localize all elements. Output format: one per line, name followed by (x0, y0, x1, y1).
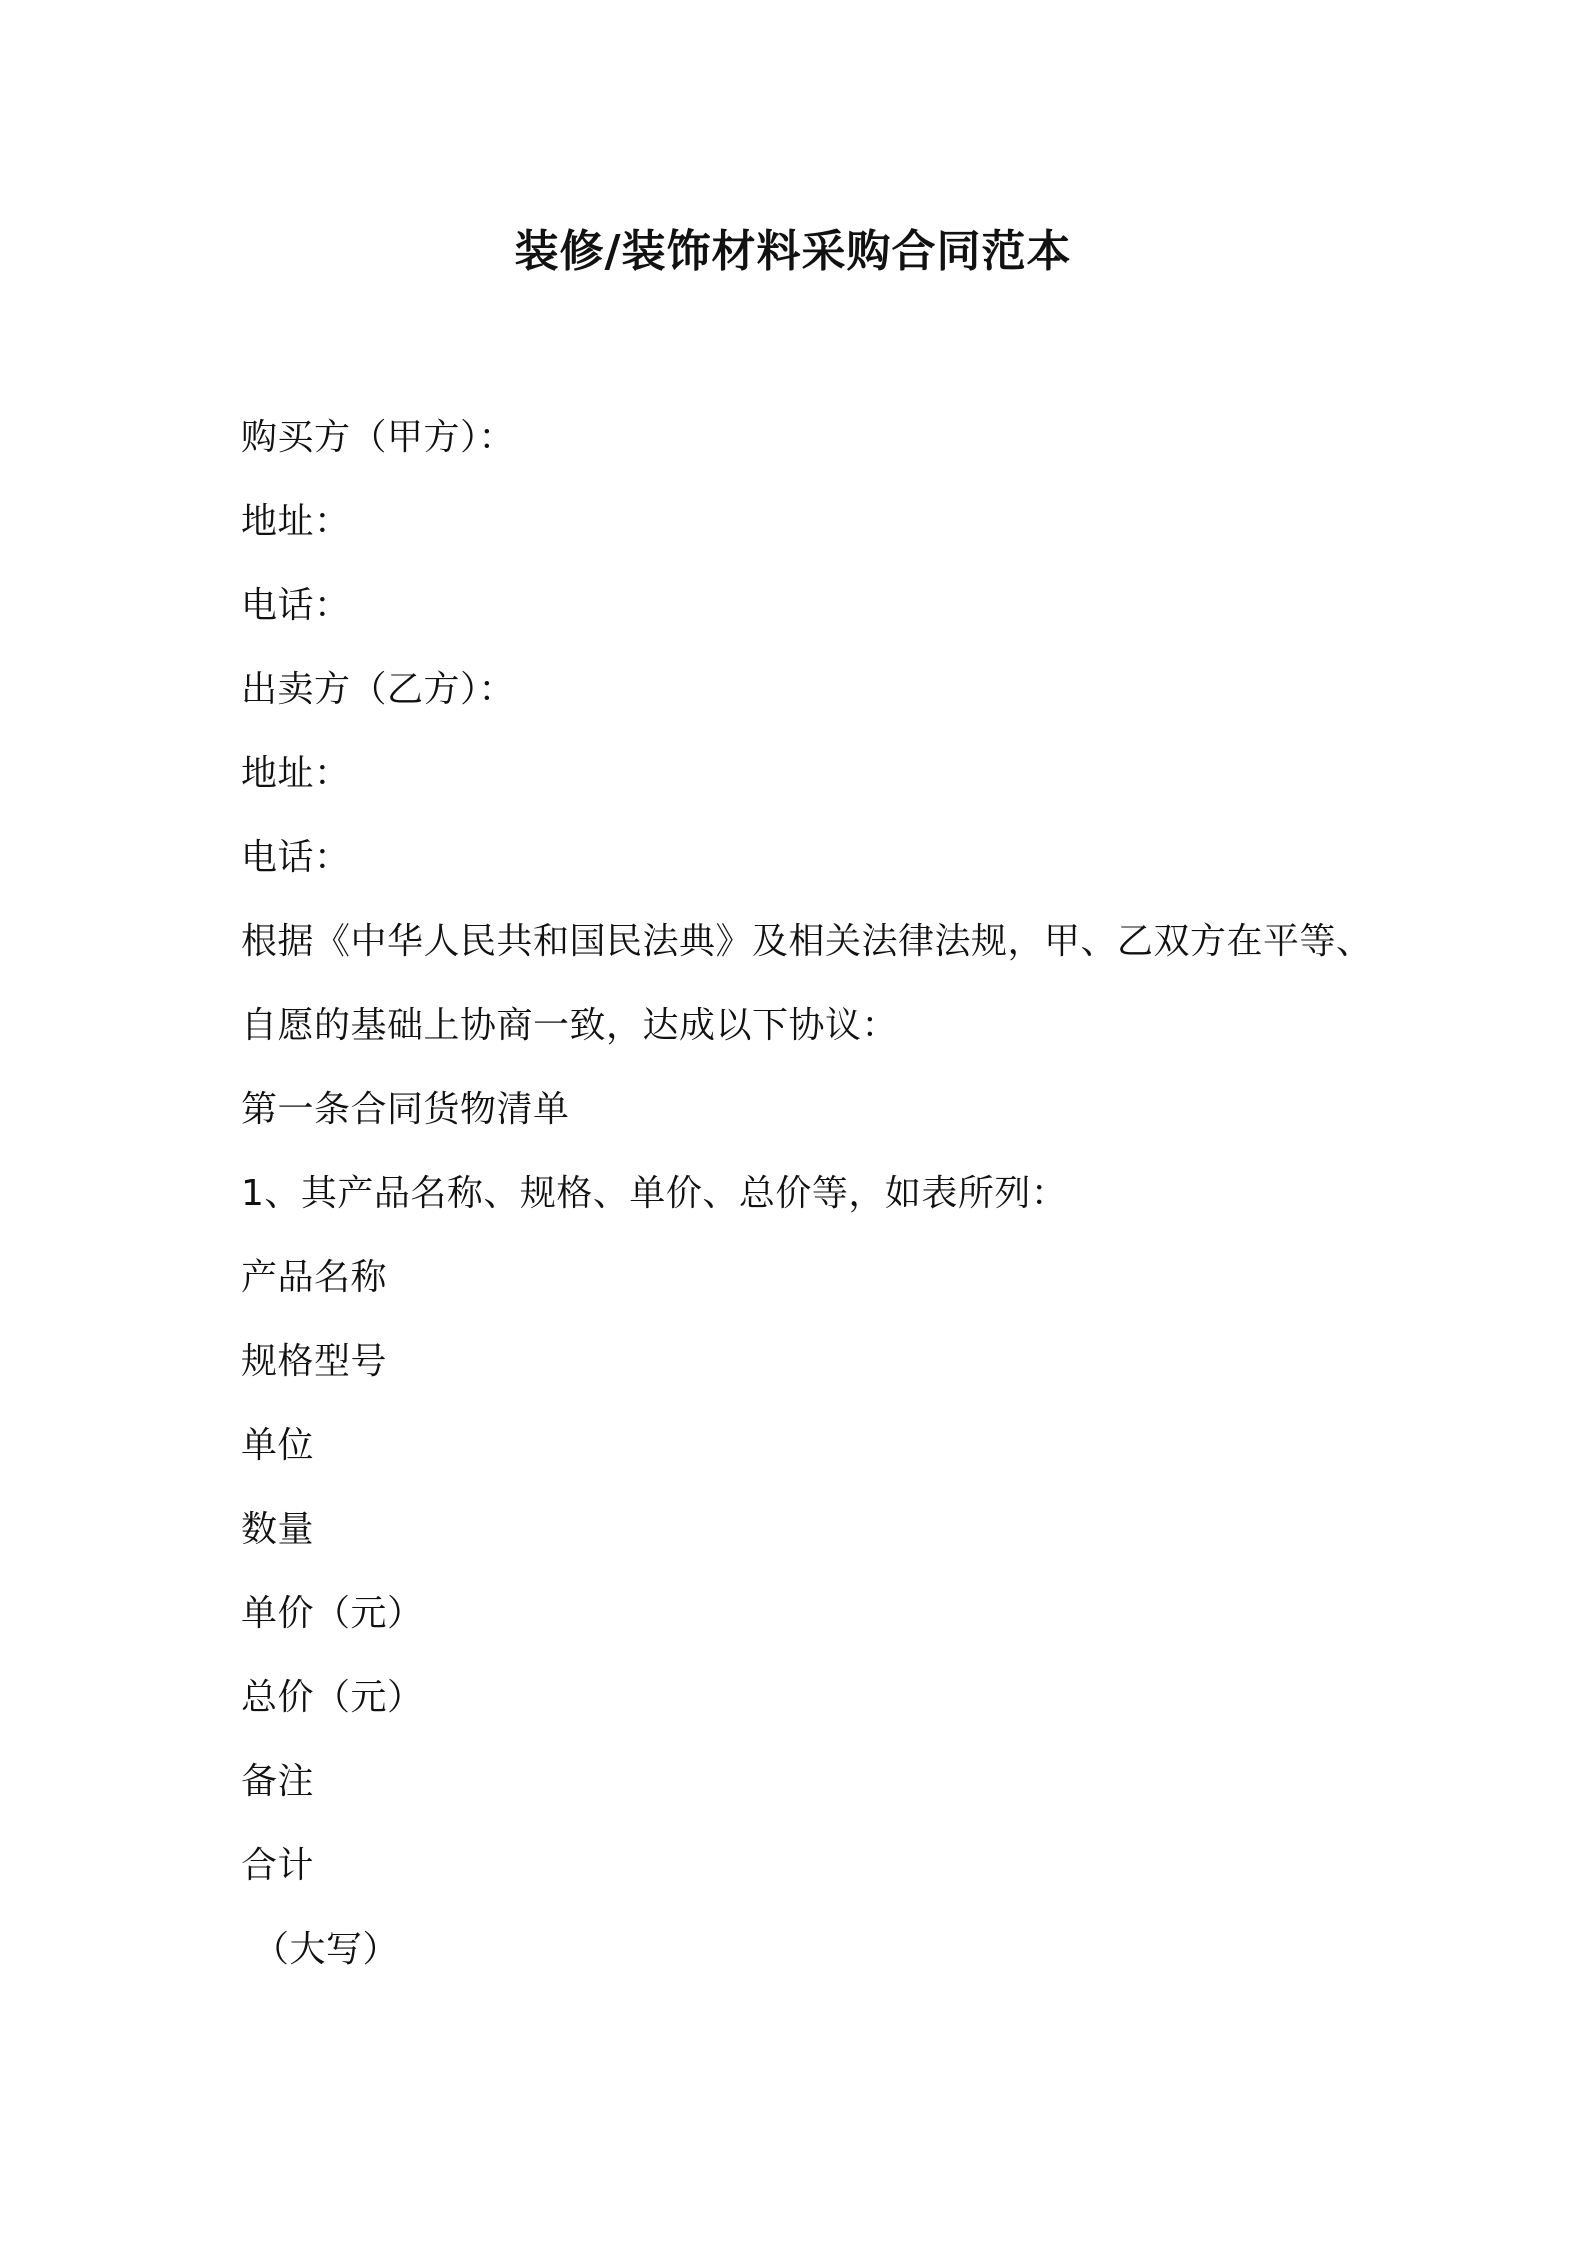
field-product-name: 产品名称 (241, 1257, 388, 1298)
field-sum-in-words: （大写） (253, 1929, 400, 1970)
document-body (241, 408, 1373, 2004)
buyer-party-line: 购买方（甲方）： (241, 417, 516, 458)
buyer-address-line: 地址： (241, 501, 351, 542)
seller-party-line: 出卖方（乙方）： (241, 669, 516, 710)
field-unit: 单位 (241, 1425, 315, 1466)
seller-phone-line: 电话： (241, 837, 351, 878)
field-sum: 合计 (241, 1845, 315, 1886)
document-title: 装修/装饰材料采购合同范本 (514, 226, 1072, 277)
field-spec-model: 规格型号 (241, 1341, 388, 1382)
article-1-item-1: 1、其产品名称、规格、单价、总价等，如表所列： (241, 1173, 1068, 1214)
field-unit-price: 单价（元） (241, 1593, 424, 1634)
article-1-heading: 第一条合同货物清单 (241, 1089, 570, 1130)
seller-address-line: 地址： (241, 753, 351, 794)
buyer-phone-line: 电话： (241, 585, 351, 626)
preamble-line-1: 根据《中华人民共和国民法典》及相关法律法规，甲、乙双方在平等、 (241, 921, 1373, 962)
field-total-price: 总价（元） (241, 1677, 424, 1718)
preamble-line-2: 自愿的基础上协商一致，达成以下协议： (241, 1005, 899, 1046)
field-remarks: 备注 (241, 1761, 315, 1802)
field-quantity: 数量 (241, 1509, 315, 1550)
